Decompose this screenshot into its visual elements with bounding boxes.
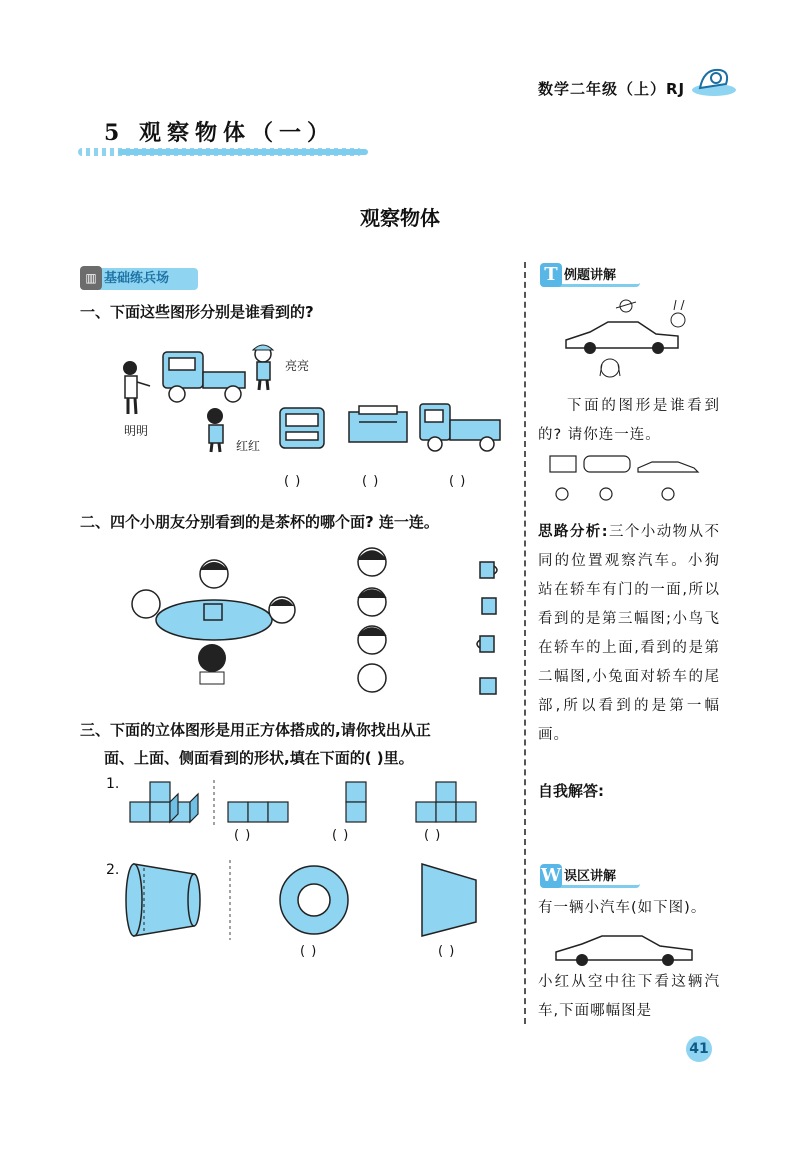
- section-tag-example: [540, 265, 640, 287]
- q3-1-blank-1[interactable]: ( ): [234, 828, 252, 843]
- unit-title: 5 观察物体（一）: [104, 120, 335, 146]
- book-icon: ▥: [80, 266, 102, 290]
- q3-2-blank-1[interactable]: ( ): [300, 944, 318, 959]
- car-icon: [552, 928, 698, 968]
- q3-1-blank-2[interactable]: ( ): [332, 828, 350, 843]
- page-number: 41: [686, 1036, 712, 1062]
- q1-blank-3[interactable]: ( ): [449, 474, 467, 489]
- example-question: 下面的图形是谁看到的? 请你连一连。: [538, 398, 720, 443]
- error-text-2: 小红从空中往下看这辆汽车,下面哪幅图是: [538, 974, 720, 1019]
- section-tag-error: [540, 866, 640, 888]
- q3-item-2: 2.: [106, 862, 120, 878]
- q1-illustration: [115, 340, 515, 460]
- error-text-1: 有一辆小汽车(如下图)。: [538, 900, 707, 916]
- example-letter-icon: T: [540, 263, 562, 287]
- self-answer-label: 自我解答:: [538, 782, 604, 800]
- question-3-line-2: 面、上面、侧面看到的形状,填在下面的( )里。: [104, 749, 414, 767]
- q2-illustration: [124, 540, 514, 705]
- question-1: 一、下面这些图形分别是谁看到的?: [80, 303, 314, 321]
- truck-side-view: [420, 404, 500, 451]
- truck-back-view: [349, 406, 407, 442]
- section-tag-example-label: 例题讲解: [564, 268, 617, 283]
- section-tag-error-label: 误区讲解: [564, 869, 617, 884]
- truck-front-view: [280, 408, 324, 448]
- q3-1-blank-3[interactable]: ( ): [424, 828, 442, 843]
- q3-cubes-figures: [126, 778, 496, 826]
- q1-blank-2[interactable]: ( ): [362, 474, 380, 489]
- q3-cylinder-figures: [124, 858, 504, 942]
- name-liangliang: 亮亮: [285, 359, 310, 373]
- title-underline: [78, 148, 362, 156]
- boy-liangliang-figure: [253, 345, 273, 390]
- example-views: [548, 452, 712, 512]
- section-tag-basic: [80, 268, 198, 290]
- question-3-line-1: 三、下面的立体图形是用正方体搭成的,请你找出从正: [80, 721, 431, 739]
- girl-honghong-figure: [207, 408, 223, 452]
- q1-blank-1[interactable]: ( ): [284, 474, 302, 489]
- q3-2-blank-2[interactable]: ( ): [438, 944, 456, 959]
- boy-mingming-figure: [123, 361, 150, 414]
- analysis-label: 思路分析:: [538, 524, 609, 540]
- lesson-title: 观察物体: [360, 206, 440, 230]
- question-2: 二、四个小朋友分别看到的是茶杯的哪个面? 连一连。: [80, 513, 439, 531]
- example-illustration: [560, 294, 700, 384]
- book-label: 数学二年级（上）RJ: [538, 80, 686, 98]
- column-divider: [524, 262, 526, 1024]
- error-letter-icon: W: [540, 865, 562, 886]
- mascot-icon: [690, 60, 738, 100]
- tea-cup-icon: [204, 604, 222, 620]
- q3-item-1: 1.: [106, 776, 120, 792]
- analysis-text: 三个小动物从不同的位置观察汽车。小狗站在轿车有门的一面,所以看到的是第三幅图;小鸟飞在轿车的上面,看到的是第二幅图,小兔面对轿车的尾部,所以看到的是第一幅画。: [538, 524, 720, 743]
- example-analysis: [538, 518, 720, 750]
- section-tag-basic-label: 基础练兵场: [104, 271, 170, 286]
- truck-figure: [163, 352, 245, 402]
- name-honghong: 红红: [236, 439, 261, 453]
- name-mingming: 明明: [124, 424, 149, 438]
